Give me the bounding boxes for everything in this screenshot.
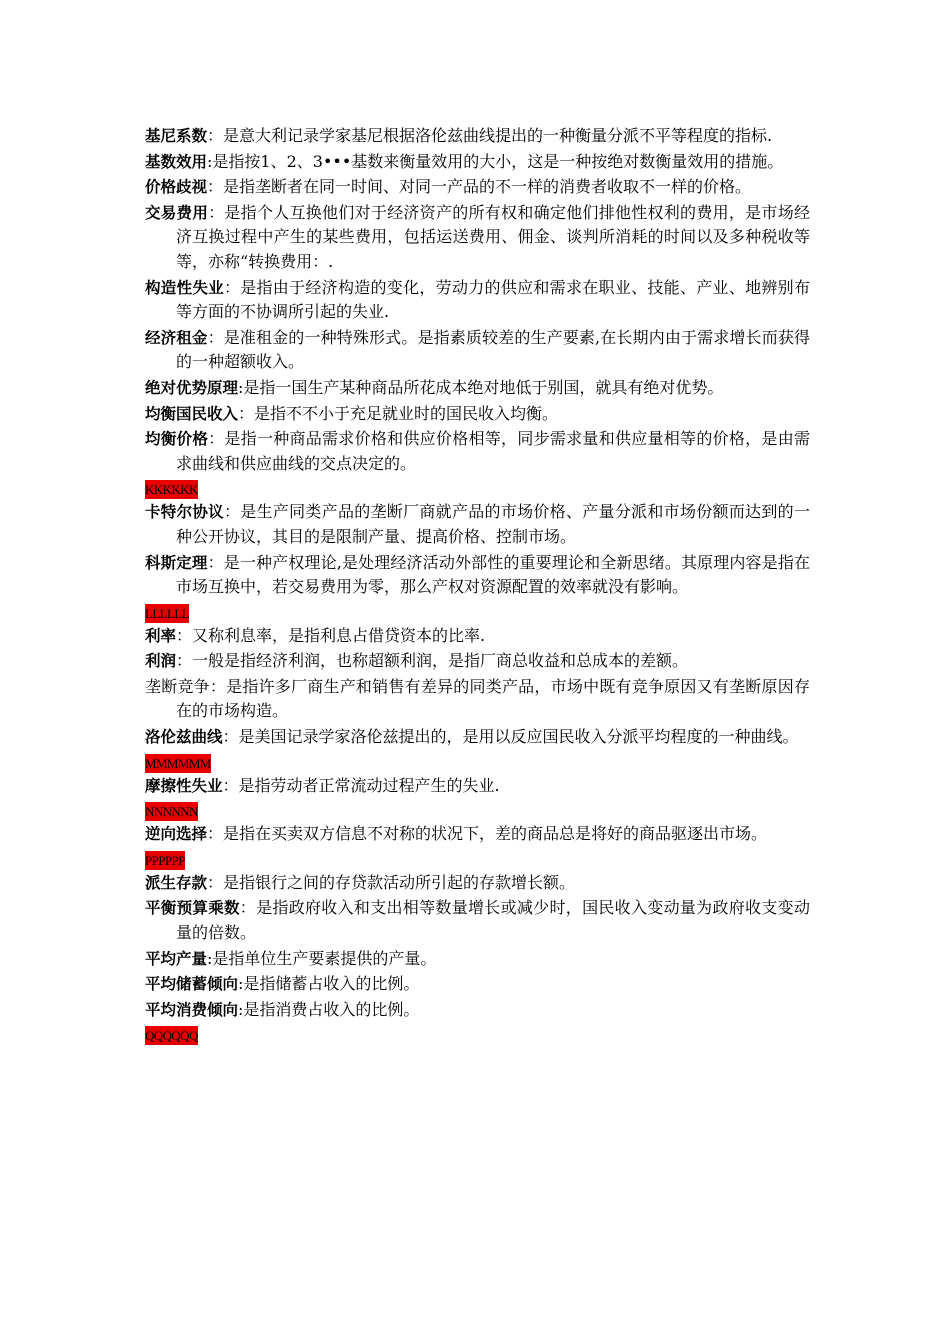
glossary-definition: 是指一种商品需求价格和供应价格相等，同步需求量和供应量相等的价格，是由需求曲线和供应曲线的交点决定的。 bbox=[176, 429, 810, 473]
term-separator: ： bbox=[208, 429, 225, 449]
glossary-entry bbox=[145, 500, 810, 549]
glossary-definition: 是指银行之间的存贷款活动所引起的存款增长额。 bbox=[223, 872, 576, 892]
term-separator: ： bbox=[207, 126, 224, 145]
glossary-page bbox=[145, 124, 810, 1046]
glossary-term: 经济租金 bbox=[145, 328, 208, 347]
glossary-term: 利率 bbox=[145, 626, 177, 645]
glossary-entry bbox=[145, 871, 810, 896]
glossary-definition: 是指单位生产要素提供的产量。 bbox=[212, 948, 437, 968]
letter-section-label: MMMMMM bbox=[145, 755, 211, 771]
glossary-definition: 是指消费占收入的比例。 bbox=[243, 999, 420, 1019]
glossary-definition: 是意大利记录学家基尼根据洛伦兹曲线提出的一种衡量分派不平等程度的指标. bbox=[223, 126, 773, 145]
glossary-entry bbox=[145, 947, 810, 972]
glossary-term: 卡特尔协议 bbox=[145, 503, 224, 522]
term-separator: ： bbox=[208, 202, 225, 222]
glossary-entry bbox=[145, 201, 810, 275]
glossary-definition: 是指在买卖双方信息不对称的状况下，差的商品总是将好的商品驱逐出市场。 bbox=[223, 824, 768, 844]
term-separator: ： bbox=[239, 898, 257, 918]
glossary-definition: 是指由于经济构造的变化，劳动力的供应和需求在职业、技能、产业、地辨别布等方面的不协调所引起的失业. bbox=[176, 277, 810, 322]
letter-section-header bbox=[145, 799, 810, 822]
glossary-term: 绝对优势原理 bbox=[145, 378, 239, 397]
term-separator: ： bbox=[223, 277, 241, 297]
term-separator: ： bbox=[176, 651, 193, 671]
glossary-entry bbox=[145, 551, 810, 600]
glossary-term: 平衡预算乘数 bbox=[145, 899, 240, 918]
term-separator: ： bbox=[207, 327, 224, 347]
glossary-term: 派生存款 bbox=[145, 873, 208, 892]
letter-section-label: LLLLLL bbox=[145, 605, 190, 621]
glossary-definition: 是一种产权理论,是处理经济活动外部性的重要理论和全新思绪。其原理内容是指在市场互换中，若交易费用为零，那么产权对资源配置的效率就没有影响。 bbox=[176, 552, 810, 597]
glossary-entry bbox=[145, 649, 810, 674]
glossary-term: 基尼系数 bbox=[145, 127, 208, 145]
glossary-definition: 是指个人互换他们对于经济资产的所有权和确定他们排他性权利的费用，是市场经济互换过程中产生的某些费用，包括运送费用、佣金、谈判所消耗的时间以及多种税收等等，亦称“转换费用：. bbox=[176, 202, 810, 271]
term-separator: : bbox=[238, 974, 244, 994]
glossary-term: 交易费用 bbox=[145, 203, 209, 222]
glossary-term: 平均产量 bbox=[145, 949, 208, 968]
glossary-term: 平均储蓄倾向 bbox=[145, 975, 239, 994]
glossary-definition: 是指许多厂商生产和销售有差异的同类产品，市场中既有竞争原因又有垄断原因存在的市场构造。 bbox=[176, 676, 810, 721]
glossary-entry bbox=[145, 624, 810, 649]
term-separator: ： bbox=[207, 872, 224, 892]
letter-section-label: NNNNNN bbox=[145, 804, 198, 820]
letter-section-header bbox=[145, 751, 810, 774]
term-separator: ： bbox=[207, 552, 224, 572]
letter-section-header bbox=[145, 601, 810, 624]
term-separator: : bbox=[238, 999, 244, 1019]
glossary-entry bbox=[145, 276, 810, 325]
glossary-definition: 是美国记录学家洛伦兹提出的，是用以反应国民收入分派平均程度的一种曲线。 bbox=[238, 727, 799, 747]
letter-section-header bbox=[145, 477, 810, 500]
letter-section-label: KKKKKK bbox=[145, 482, 198, 498]
glossary-definition: 是指按1、2、3•••基数来衡量效用的大小，这是一种按绝对数衡量效用的措施。 bbox=[212, 151, 784, 171]
term-separator: ： bbox=[176, 625, 193, 645]
letter-section-header bbox=[145, 1023, 810, 1046]
glossary-entry bbox=[145, 326, 810, 375]
glossary-term: 逆向选择 bbox=[145, 825, 208, 844]
glossary-entry bbox=[145, 376, 810, 401]
term-separator: ： bbox=[223, 502, 241, 522]
glossary-term: 均衡国民收入 bbox=[145, 404, 239, 423]
glossary-term: 均衡价格 bbox=[145, 430, 209, 449]
glossary-definition: 是指政府收入和支出相等数量增长或减少时，国民收入变动量为政府收支变动量的倍数。 bbox=[176, 898, 810, 943]
glossary-entry bbox=[145, 675, 810, 724]
letter-section-header bbox=[145, 848, 810, 871]
glossary-term: 基数效用 bbox=[145, 152, 208, 171]
glossary-entry bbox=[145, 427, 810, 476]
glossary-term: 利润 bbox=[145, 652, 177, 671]
term-separator: ： bbox=[222, 775, 239, 795]
glossary-definition: 是指劳动者正常流动过程产生的失业. bbox=[238, 775, 500, 795]
glossary-term: 价格歧视 bbox=[145, 178, 208, 197]
glossary-entry bbox=[145, 998, 810, 1023]
glossary-term: 垄断竞争 bbox=[145, 676, 210, 696]
term-separator: ： bbox=[238, 403, 255, 423]
letter-section-label: PPPPPP bbox=[145, 852, 185, 868]
glossary-entry bbox=[145, 402, 810, 427]
letter-section-label: QQQQQQ bbox=[145, 1028, 198, 1044]
term-separator: : bbox=[207, 948, 213, 968]
glossary-entry bbox=[145, 150, 810, 175]
glossary-definition: 是指储蓄占收入的比例。 bbox=[243, 974, 420, 994]
glossary-list bbox=[145, 124, 810, 1046]
glossary-definition: 是生产同类产品的垄断厂商就产品的市场价格、产量分派和市场份额而达到的一种公开协议，其目的是限制产量、提高价格、控制市场。 bbox=[176, 502, 810, 546]
glossary-entry bbox=[145, 822, 810, 847]
glossary-entry bbox=[145, 896, 810, 945]
term-separator: ： bbox=[207, 824, 224, 844]
glossary-entry bbox=[145, 175, 810, 200]
glossary-definition: 是准租金的一种特殊形式。是指素质较差的生产要素,在长期内由于需求增长而获得的一种超额收入。 bbox=[176, 327, 810, 372]
glossary-definition: 是指垄断者在同一时间、对同一产品的不一样的消费者收取不一样的价格。 bbox=[223, 177, 752, 197]
glossary-definition: 是指不不小于充足就业时的国民收入均衡。 bbox=[254, 403, 559, 423]
glossary-definition: 又称利息率，是指利息占借贷资本的比率. bbox=[192, 625, 486, 645]
term-separator: ： bbox=[222, 727, 239, 747]
glossary-entry bbox=[145, 124, 810, 149]
glossary-term: 平均消费倾向 bbox=[145, 1000, 239, 1019]
glossary-definition: 是指一国生产某种商品所花成本绝对地低于别国，就具有绝对优势。 bbox=[243, 377, 724, 397]
glossary-term: 构造性失业 bbox=[145, 278, 224, 297]
term-separator: ： bbox=[209, 676, 227, 696]
glossary-entry bbox=[145, 774, 810, 799]
glossary-term: 科斯定理 bbox=[145, 553, 208, 572]
term-separator: ： bbox=[207, 177, 224, 197]
term-separator: : bbox=[207, 151, 213, 171]
term-separator: : bbox=[238, 377, 244, 397]
glossary-term: 洛伦兹曲线 bbox=[145, 728, 223, 747]
glossary-entry bbox=[145, 725, 810, 750]
glossary-entry bbox=[145, 972, 810, 997]
glossary-term: 摩擦性失业 bbox=[145, 776, 223, 795]
glossary-definition: 一般是指经济利润，也称超额利润，是指厂商总收益和总成本的差额。 bbox=[192, 651, 689, 671]
